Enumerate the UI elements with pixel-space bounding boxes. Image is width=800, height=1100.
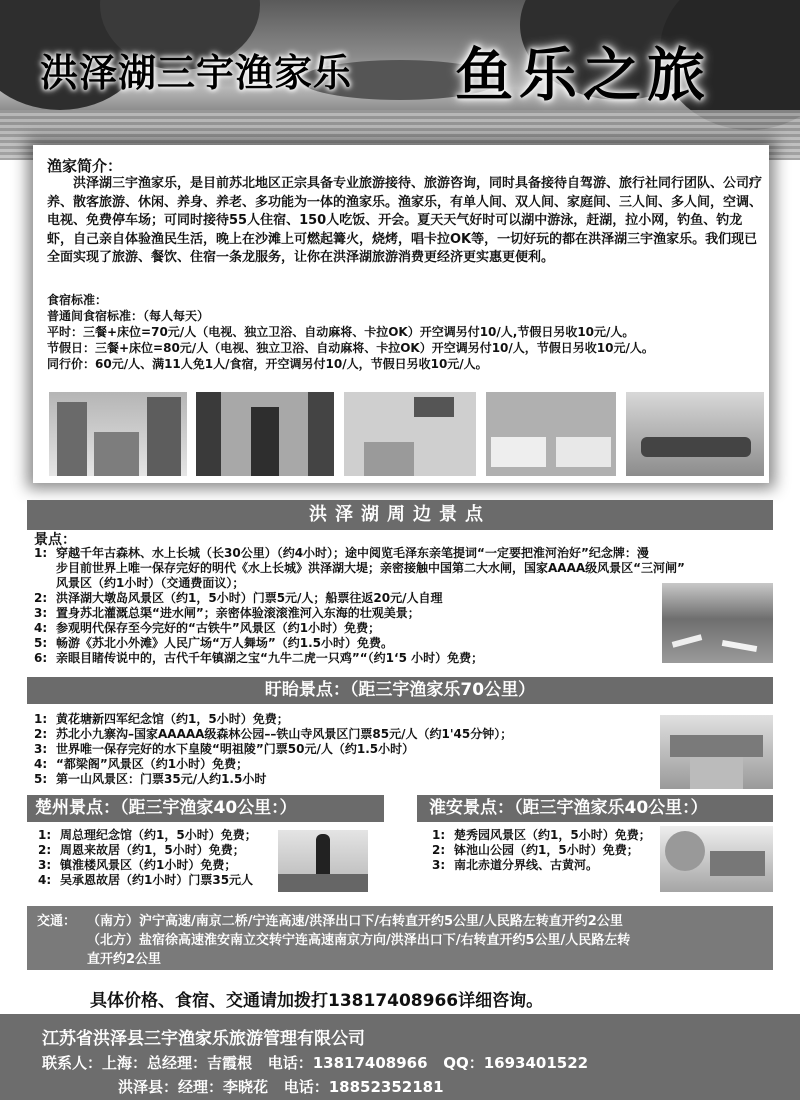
group-photo [626, 392, 764, 476]
list-item: 1: 黄花塘新四军纪念馆（约1，5小时）免费； [34, 712, 289, 726]
company-name: 江苏省洪泽县三宇渔家乐旅游管理有限公司 [42, 1029, 365, 1049]
contact-label: 联系人： [42, 1054, 103, 1072]
contact-row-shanghai [42, 1052, 588, 1073]
park-photo [660, 826, 773, 892]
intro-box [33, 145, 769, 483]
intro-heading: 渔家简介： [47, 157, 123, 175]
list-item: 3: 置身苏北灌溉总渠“进水闸”；亲密体验滚滚淮河入东海的壮观美景； [34, 606, 420, 620]
list-item: 2: 周恩来故居（约1，5小时）免费； [38, 843, 245, 857]
standards-line: 同行价：60元/人、满11人免1人/食宿，开空调另付10/人，节假日另收10元/人。 [47, 357, 488, 371]
city-label: 上海： [102, 1054, 148, 1072]
qq-label: QQ： [443, 1054, 484, 1072]
traffic-north: （北方）盐宿徐高速淮安南立交转宁连高速南京方向/洪泽出口下/右转直开约5公里/人民路左转 [87, 933, 631, 948]
contact-name: 李晓花 [223, 1078, 269, 1096]
qq-number: 1693401522 [483, 1054, 589, 1072]
photo-strip [49, 392, 764, 476]
contact-name: 吉霞根 [207, 1054, 253, 1072]
list-item: 4: 参观明代保存至今完好的“古铁牛”风景区（约1小时）免费； [34, 621, 381, 635]
title-left: 洪泽湖三宇渔家乐 [40, 51, 353, 95]
corridor-photo [196, 392, 334, 476]
chuzhou-section-bar: 楚州景点：（距三宇渔家40公里：） [27, 795, 384, 822]
list-item: 2: 苏北小九寨沟–国家AAAAA级森林公园––铁山寺风景区门票85元/人（约1'45分钟）； [34, 727, 513, 741]
phone-label: 电话： [283, 1078, 329, 1096]
traffic-label: 交通： [37, 914, 77, 929]
list-item: 4: 吴承恩故居（约1小时）门票35元人 [38, 873, 254, 887]
list-item: 3: 南北赤道分界线、古黄河。 [432, 858, 599, 872]
bathroom-photo [344, 392, 476, 476]
standards-line: 普通间食宿标准：（每人每天） [47, 309, 210, 323]
phone-number: 13817408966 [312, 1054, 428, 1072]
xuyi-list [34, 712, 654, 787]
city-label: 洪泽县： [118, 1078, 179, 1096]
tomb-photo [660, 715, 773, 789]
phone-number: 18852352181 [328, 1078, 444, 1096]
list-item: 2: 钵池山公园（约1，5小时）免费； [432, 843, 639, 857]
chuzhou-list [38, 828, 278, 888]
standards [47, 292, 654, 372]
traffic-box [27, 906, 773, 970]
huaian-section-bar: 淮安景点：（距三宇渔家乐40公里：） [417, 795, 773, 822]
lake-list [34, 546, 754, 666]
standards-line: 节假日：三餐+床位=80元/人（电视、独立卫浴、自动麻将、卡拉OK）开空调另付10/人，节假日另收10元/人。 [47, 341, 654, 355]
list-item: 3: 镇淮楼风景区（约1小时）免费； [38, 858, 237, 872]
xuyi-section-bar: 盱眙景点：（距三宇渔家乐70公里） [27, 677, 773, 704]
standards-title: 食宿标准： [47, 293, 108, 307]
standards-line: 平时：三餐+床位=70元/人（电视、独立卫浴、自动麻将、卡拉OK）开空调另付10/人,节假日另收10元/人。 [47, 325, 635, 339]
list-item: 4: “都梁阁”风景区（约1小时）免费； [34, 757, 249, 771]
building-photo [49, 392, 187, 476]
bedroom-photo [486, 392, 616, 476]
list-item: 风景区（约1小时）（交通费面议）； [56, 576, 245, 590]
huaian-list [432, 828, 682, 873]
boats-photo [662, 583, 773, 663]
list-item: 1: 穿越千年古森林、水上长城（长30公里）（约4小时）；途中阅览毛泽东亲笔提词“一定要把淮河治好”纪念牌：漫 [34, 546, 649, 560]
list-item: 2: 洪泽湖大墩岛风景区（约1，5小时）门票5元/人；船票往返20元/人自理 [34, 591, 443, 605]
lake-heading: 景点： [34, 532, 76, 548]
list-item: 步目前世界上唯一保存完好的明代《水上长城》洪泽湖大堤；亲密接触中国第二大水闸，国家AAAA级风景区“三河闸” [56, 561, 685, 575]
intro-body: 洪泽湖三宇渔家乐，是目前苏北地区正宗具备专业旅游接待、旅游咨询，同时具备接待自驾游、旅行社同行团队、公司疗养、散客旅游、休闲、养身、养老、多功能为一体的渔家乐。渔家乐，有单人间、双人间、家庭间、三人间、多人间，空调、电视、免费停车场；可同时接待55人住宿、150人吃饭、开会。夏天天气好时可以湖中游泳，赶湖，拉小网，钓鱼、钓龙虾，自己亲自体验渔民生活，晚上在沙滩上可燃起篝火，烧烤，唱卡拉OK等，一切好玩的都在洪泽湖三宇渔家乐。我们现已全面实现了旅游、餐饮、住宿一条龙服务，让你在洪泽湖旅游消费更经济更实惠更便利。 [47, 176, 763, 265]
title-right: 鱼乐之旅 [455, 41, 712, 109]
traffic-north-cont: 直开约2公里 [87, 952, 162, 967]
footer [0, 1014, 800, 1100]
list-item: 3: 世界唯一保存完好的水下皇陵“明祖陵”门票50元/人（约1.5小时） [34, 742, 415, 756]
statue-photo [278, 830, 368, 892]
list-item: 6: 亲眼目睹传说中的，古代千年镇湖之宝“九牛二虎一只鸡”“（约1‘5 小时）免费； [34, 651, 484, 665]
lake-section-bar: 洪泽湖周边景点 [27, 500, 773, 530]
list-item: 5: 畅游《苏北小外滩》人民广场“万人舞场”（约1.5小时）免费。 [34, 636, 394, 650]
list-item: 5: 第一山风景区：门票35元/人约1.5小时 [34, 772, 267, 786]
traffic-south: （南方）沪宁高速/南京二桥/宁连高速/洪泽出口下/右转直开约5公里/人民路左转直开约2公里 [87, 914, 623, 929]
phone-label: 电话： [267, 1054, 313, 1072]
role-label: 总经理： [147, 1054, 208, 1072]
list-item: 1: 周总理纪念馆（约1，5小时）免费； [38, 828, 257, 842]
role-label: 经理： [178, 1078, 224, 1096]
contact-line: 具体价格、食宿、交通请加拨打13817408966详细咨询。 [90, 991, 544, 1011]
contact-row-hongze [118, 1076, 444, 1097]
list-item: 1: 楚秀园风景区（约1，5小时）免费； [432, 828, 651, 842]
